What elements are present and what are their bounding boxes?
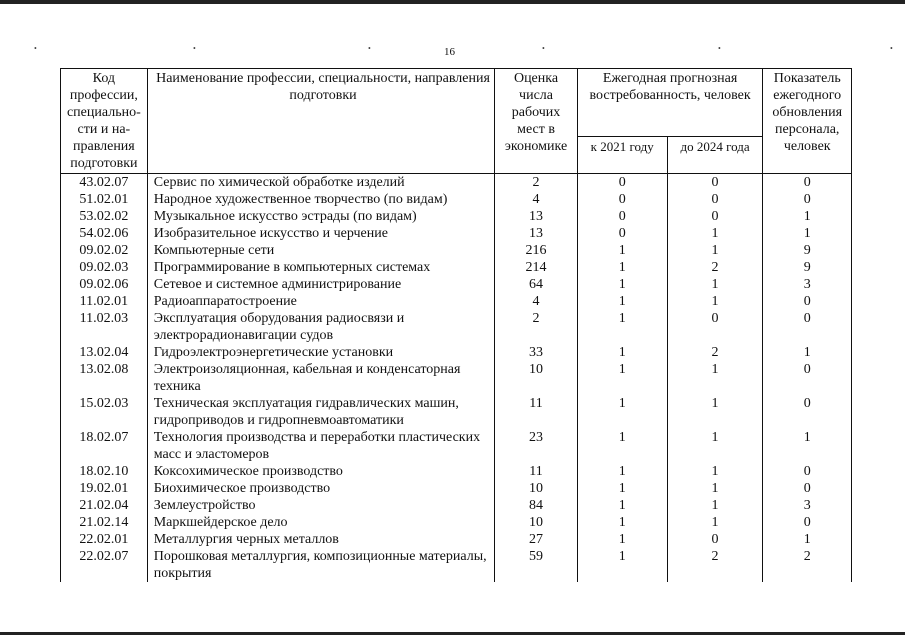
cell-estimate: 10 <box>495 480 577 497</box>
cell-forecast-2024: 2 <box>667 548 763 582</box>
cell-indicator: 0 <box>763 310 852 344</box>
table-row <box>61 225 852 242</box>
cell-estimate: 23 <box>495 429 577 463</box>
cell-code: 09.02.02 <box>61 242 148 259</box>
cell-code: 19.02.01 <box>61 480 148 497</box>
header-estimate: Оценка числа рабочих мест в экономике <box>495 69 577 174</box>
cell-indicator: 0 <box>763 174 852 192</box>
cell-name: Землеустройство <box>147 497 495 514</box>
table-row <box>61 191 852 208</box>
scan-speck: • <box>368 44 371 53</box>
cell-estimate: 33 <box>495 344 577 361</box>
cell-estimate: 27 <box>495 531 577 548</box>
cell-name: Порошковая металлургия, композиционные материалы, покрытия <box>147 548 495 582</box>
table-row <box>61 463 852 480</box>
scan-speck: • <box>890 44 893 53</box>
table-row <box>61 497 852 514</box>
cell-indicator: 3 <box>763 497 852 514</box>
header-code: Код профессии, специально-сти и на-правления подготовки <box>61 69 148 174</box>
top-scan-border <box>0 0 905 4</box>
cell-code: 15.02.03 <box>61 395 148 429</box>
cell-name: Техническая эксплуатация гидравлических машин, гидроприводов и гидропневмоавтоматики <box>147 395 495 429</box>
cell-code: 11.02.03 <box>61 310 148 344</box>
cell-code: 21.02.04 <box>61 497 148 514</box>
table-row <box>61 480 852 497</box>
cell-code: 13.02.08 <box>61 361 148 395</box>
cell-forecast-2024: 1 <box>667 242 763 259</box>
table-row <box>61 208 852 225</box>
cell-forecast-2024: 1 <box>667 395 763 429</box>
cell-indicator: 1 <box>763 429 852 463</box>
cell-name: Изобразительное искусство и черчение <box>147 225 495 242</box>
cell-estimate: 4 <box>495 191 577 208</box>
table-row <box>61 310 852 344</box>
cell-indicator: 9 <box>763 242 852 259</box>
scan-speck: • <box>718 44 721 53</box>
cell-forecast-2024: 2 <box>667 344 763 361</box>
cell-indicator: 0 <box>763 293 852 310</box>
cell-estimate: 13 <box>495 225 577 242</box>
cell-name: Технология производства и переработки пластических масс и эластомеров <box>147 429 495 463</box>
cell-name: Гидроэлектроэнергетические установки <box>147 344 495 361</box>
professions-table <box>60 68 852 582</box>
cell-forecast-2021: 1 <box>577 514 667 531</box>
cell-code: 22.02.07 <box>61 548 148 582</box>
cell-forecast-2021: 1 <box>577 531 667 548</box>
cell-forecast-2021: 1 <box>577 242 667 259</box>
cell-indicator: 1 <box>763 208 852 225</box>
table-row <box>61 548 852 582</box>
cell-estimate: 2 <box>495 310 577 344</box>
header-name: Наименование профессии, специальности, направления подготовки <box>147 69 495 174</box>
cell-estimate: 11 <box>495 395 577 429</box>
cell-forecast-2021: 0 <box>577 174 667 192</box>
cell-indicator: 1 <box>763 531 852 548</box>
cell-indicator: 0 <box>763 463 852 480</box>
cell-indicator: 0 <box>763 480 852 497</box>
cell-forecast-2024: 1 <box>667 514 763 531</box>
cell-name: Коксохимическое производство <box>147 463 495 480</box>
cell-forecast-2024: 0 <box>667 531 763 548</box>
scan-speck: • <box>193 44 196 53</box>
cell-code: 21.02.14 <box>61 514 148 531</box>
cell-estimate: 59 <box>495 548 577 582</box>
header-forecast-2024: до 2024 года <box>667 137 763 174</box>
cell-code: 13.02.04 <box>61 344 148 361</box>
header-forecast-2021: к 2021 году <box>577 137 667 174</box>
cell-code: 43.02.07 <box>61 174 148 192</box>
cell-forecast-2021: 1 <box>577 276 667 293</box>
table-row <box>61 174 852 192</box>
cell-estimate: 64 <box>495 276 577 293</box>
cell-indicator: 1 <box>763 225 852 242</box>
cell-name: Музыкальное искусство эстрады (по видам) <box>147 208 495 225</box>
cell-name: Металлургия черных металлов <box>147 531 495 548</box>
cell-indicator: 0 <box>763 514 852 531</box>
table-row <box>61 293 852 310</box>
cell-name: Радиоаппаратостроение <box>147 293 495 310</box>
cell-name: Народное художественное творчество (по видам) <box>147 191 495 208</box>
cell-indicator: 0 <box>763 361 852 395</box>
cell-forecast-2024: 0 <box>667 191 763 208</box>
cell-forecast-2024: 0 <box>667 174 763 192</box>
cell-name: Компьютерные сети <box>147 242 495 259</box>
scan-speck: • <box>542 44 545 53</box>
cell-forecast-2021: 0 <box>577 208 667 225</box>
table-row <box>61 242 852 259</box>
table-row <box>61 514 852 531</box>
cell-estimate: 4 <box>495 293 577 310</box>
cell-code: 11.02.01 <box>61 293 148 310</box>
cell-code: 22.02.01 <box>61 531 148 548</box>
cell-estimate: 11 <box>495 463 577 480</box>
cell-code: 53.02.02 <box>61 208 148 225</box>
table-row <box>61 361 852 395</box>
table-row <box>61 429 852 463</box>
cell-indicator: 9 <box>763 259 852 276</box>
cell-estimate: 13 <box>495 208 577 225</box>
cell-forecast-2024: 1 <box>667 480 763 497</box>
cell-name: Сетевое и системное администрирование <box>147 276 495 293</box>
cell-forecast-2024: 0 <box>667 208 763 225</box>
cell-forecast-2024: 1 <box>667 293 763 310</box>
table-row <box>61 259 852 276</box>
cell-name: Сервис по химической обработке изделий <box>147 174 495 192</box>
table-row <box>61 344 852 361</box>
cell-forecast-2024: 1 <box>667 429 763 463</box>
cell-forecast-2021: 1 <box>577 497 667 514</box>
cell-name: Программирование в компьютерных системах <box>147 259 495 276</box>
cell-code: 54.02.06 <box>61 225 148 242</box>
cell-code: 09.02.03 <box>61 259 148 276</box>
cell-forecast-2021: 1 <box>577 463 667 480</box>
cell-forecast-2021: 0 <box>577 225 667 242</box>
cell-forecast-2021: 1 <box>577 310 667 344</box>
cell-indicator: 2 <box>763 548 852 582</box>
cell-forecast-2021: 1 <box>577 395 667 429</box>
cell-forecast-2021: 1 <box>577 548 667 582</box>
cell-name: Электроизоляционная, кабельная и конденсаторная техника <box>147 361 495 395</box>
table-body <box>61 174 852 583</box>
page-number: 16 <box>444 46 455 58</box>
cell-code: 09.02.06 <box>61 276 148 293</box>
cell-estimate: 10 <box>495 514 577 531</box>
cell-estimate: 10 <box>495 361 577 395</box>
table-row <box>61 395 852 429</box>
cell-forecast-2024: 1 <box>667 276 763 293</box>
cell-forecast-2024: 1 <box>667 497 763 514</box>
cell-forecast-2024: 2 <box>667 259 763 276</box>
cell-indicator: 0 <box>763 395 852 429</box>
cell-code: 51.02.01 <box>61 191 148 208</box>
cell-forecast-2021: 1 <box>577 293 667 310</box>
cell-name: Маркшейдерское дело <box>147 514 495 531</box>
cell-forecast-2021: 1 <box>577 361 667 395</box>
cell-name: Биохимическое производство <box>147 480 495 497</box>
cell-estimate: 2 <box>495 174 577 192</box>
cell-forecast-2021: 1 <box>577 429 667 463</box>
cell-forecast-2024: 1 <box>667 225 763 242</box>
cell-forecast-2021: 1 <box>577 344 667 361</box>
table-row <box>61 276 852 293</box>
bottom-scan-border <box>0 632 905 635</box>
table-row <box>61 531 852 548</box>
cell-indicator: 3 <box>763 276 852 293</box>
header-indicator: Показатель ежегодного обновления персонала, человек <box>763 69 852 174</box>
cell-forecast-2024: 0 <box>667 310 763 344</box>
cell-code: 18.02.07 <box>61 429 148 463</box>
cell-forecast-2024: 1 <box>667 463 763 480</box>
table-header <box>61 69 852 174</box>
cell-code: 18.02.10 <box>61 463 148 480</box>
cell-estimate: 214 <box>495 259 577 276</box>
cell-indicator: 1 <box>763 344 852 361</box>
cell-forecast-2021: 0 <box>577 191 667 208</box>
cell-indicator: 0 <box>763 191 852 208</box>
cell-forecast-2021: 1 <box>577 480 667 497</box>
cell-forecast-2021: 1 <box>577 259 667 276</box>
cell-estimate: 84 <box>495 497 577 514</box>
cell-forecast-2024: 1 <box>667 361 763 395</box>
cell-name: Эксплуатация оборудования радиосвязи и электрорадионавигации судов <box>147 310 495 344</box>
scan-speck: • <box>34 44 37 53</box>
header-forecast-group: Ежегодная прогнозная востребованность, человек <box>577 69 763 137</box>
cell-estimate: 216 <box>495 242 577 259</box>
